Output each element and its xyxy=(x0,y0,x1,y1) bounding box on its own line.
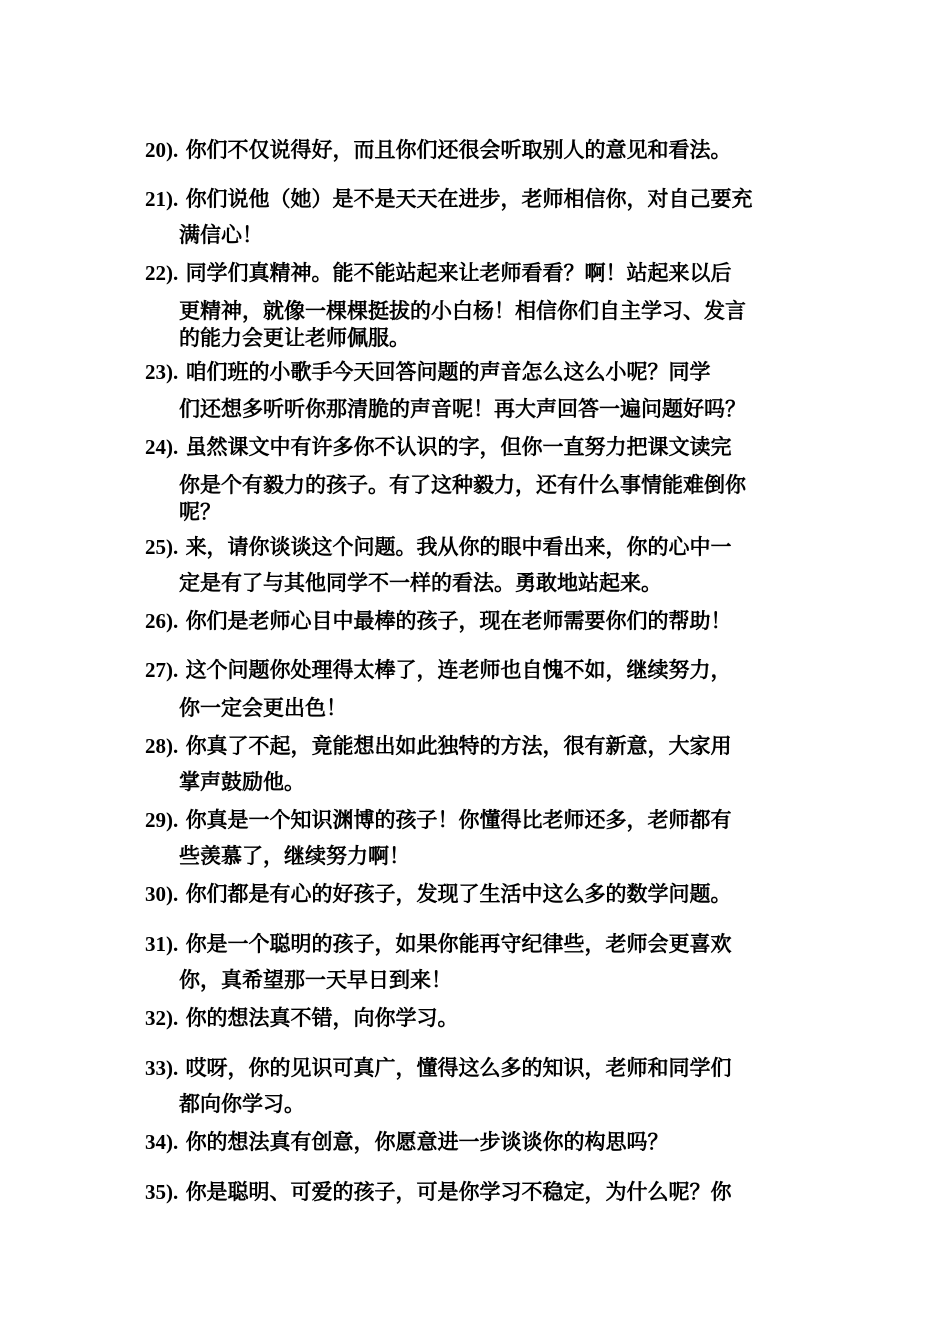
list-item xyxy=(145,1053,825,1119)
list-item-number: 30). xyxy=(145,882,179,906)
list-item xyxy=(145,135,825,165)
list-item-number: 35). xyxy=(145,1180,179,1204)
list-item-line xyxy=(145,929,825,959)
list-item-text: 你的想法真有创意，你愿意进一步谈谈你的构思吗？ xyxy=(185,1129,669,1154)
list-item xyxy=(145,184,825,250)
list-item-line: 都向你学习。 xyxy=(179,1091,305,1116)
list-item-text: 你是一个聪明的孩子，如果你能再守纪律些，老师会更喜欢 xyxy=(185,931,732,956)
list-item-line: 些羡慕了，继续努力啊！ xyxy=(179,843,410,868)
list-item-text: 来，请你谈谈这个问题。我从你的眼中看出来，你的心中一 xyxy=(185,534,732,559)
list-item-line xyxy=(145,1177,825,1207)
list-item-line xyxy=(145,432,825,462)
list-item-line xyxy=(145,532,825,562)
list-item-line xyxy=(145,258,825,288)
list-item-line: 满信心！ xyxy=(179,222,263,247)
list-item xyxy=(145,1177,825,1207)
list-item-number: 31). xyxy=(145,932,179,956)
list-item-text: 哎呀，你的见识可真广，懂得这么多的知识，老师和同学们 xyxy=(185,1055,732,1080)
list-item xyxy=(145,929,825,995)
list-item-number: 24). xyxy=(145,435,179,459)
list-item-number: 26). xyxy=(145,609,179,633)
list-item-line xyxy=(145,135,825,165)
list-item-text: 你的想法真不错，向你学习。 xyxy=(185,1005,459,1030)
list-item-line xyxy=(145,1003,825,1033)
list-item-number: 23). xyxy=(145,360,179,384)
list-item-line: 你，真希望那一天早日到来！ xyxy=(179,967,452,992)
list-item xyxy=(145,655,825,723)
list-item xyxy=(145,432,825,524)
list-item-number: 20). xyxy=(145,138,179,162)
list-item-number: 21). xyxy=(145,187,179,211)
list-item-line xyxy=(145,655,825,685)
list-item xyxy=(145,1003,825,1033)
list-item-line xyxy=(145,805,825,835)
list-item-line xyxy=(145,184,825,214)
list-item-number: 34). xyxy=(145,1130,179,1154)
list-item-text: 同学们真精神。能不能站起来让老师看看？啊！站起来以后 xyxy=(185,260,732,285)
list-item xyxy=(145,258,825,350)
list-item-text: 你是聪明、可爱的孩子，可是你学习不稳定，为什么呢？你 xyxy=(185,1179,732,1204)
list-item-text: 咱们班的小歌手今天回答问题的声音怎么这么小呢？同学 xyxy=(185,359,711,384)
list-item-line xyxy=(145,357,825,387)
list-item xyxy=(145,1127,825,1157)
list-item-line: 定是有了与其他同学不一样的看法。勇敢地站起来。 xyxy=(179,570,662,595)
list-item-line: 们还想多听听你那清脆的声音呢！再大声回答一遍问题好吗？ xyxy=(179,396,746,421)
list-item-text: 你们不仅说得好，而且你们还很会听取别人的意见和看法。 xyxy=(185,137,732,162)
list-item-line: 的能力会更让老师佩服。 xyxy=(179,325,410,350)
list-item-number: 25). xyxy=(145,535,179,559)
list-item-text: 虽然课文中有许多你不认识的字，但你一直努力把课文读完 xyxy=(185,434,732,459)
list-item-text: 你们都是有心的好孩子，发现了生活中这么多的数学问题。 xyxy=(185,881,732,906)
list-item-number: 29). xyxy=(145,808,179,832)
list-item-text: 你真了不起，竟能想出如此独特的方法，很有新意，大家用 xyxy=(185,733,732,758)
list-item xyxy=(145,879,825,909)
list-item-line xyxy=(145,879,825,909)
list-item-line xyxy=(145,1053,825,1083)
list-item-text: 你们说他（她）是不是天天在进步，老师相信你，对自己要充 xyxy=(185,186,753,211)
list-item-text: 你真是一个知识渊博的孩子！你懂得比老师还多，老师都有 xyxy=(185,807,732,832)
list-item-line: 你是个有毅力的孩子。有了这种毅力，还有什么事情能难倒你 xyxy=(179,472,746,497)
list-item-line xyxy=(145,731,825,761)
list-item-number: 33). xyxy=(145,1056,179,1080)
list-item-number: 28). xyxy=(145,734,179,758)
list-item-line xyxy=(145,1127,825,1157)
list-item xyxy=(145,532,825,598)
list-item-number: 32). xyxy=(145,1006,179,1030)
list-item xyxy=(145,805,825,871)
list-item-line: 更精神，就像一棵棵挺拔的小白杨！相信你们自主学习、发言 xyxy=(179,298,746,323)
list-item-number: 27). xyxy=(145,658,179,682)
list-item-line: 你一定会更出色！ xyxy=(179,695,347,720)
list-item-line xyxy=(145,606,825,636)
list-item xyxy=(145,357,825,424)
list-item xyxy=(145,731,825,797)
list-item-line: 掌声鼓励他。 xyxy=(179,769,305,794)
list-item xyxy=(145,606,825,636)
list-item-text: 这个问题你处理得太棒了，连老师也自愧不如，继续努力， xyxy=(185,657,732,682)
list-item-line: 呢？ xyxy=(179,499,221,524)
list-item-number: 22). xyxy=(145,261,179,285)
list-item-text: 你们是老师心目中最棒的孩子，现在老师需要你们的帮助！ xyxy=(185,608,732,633)
